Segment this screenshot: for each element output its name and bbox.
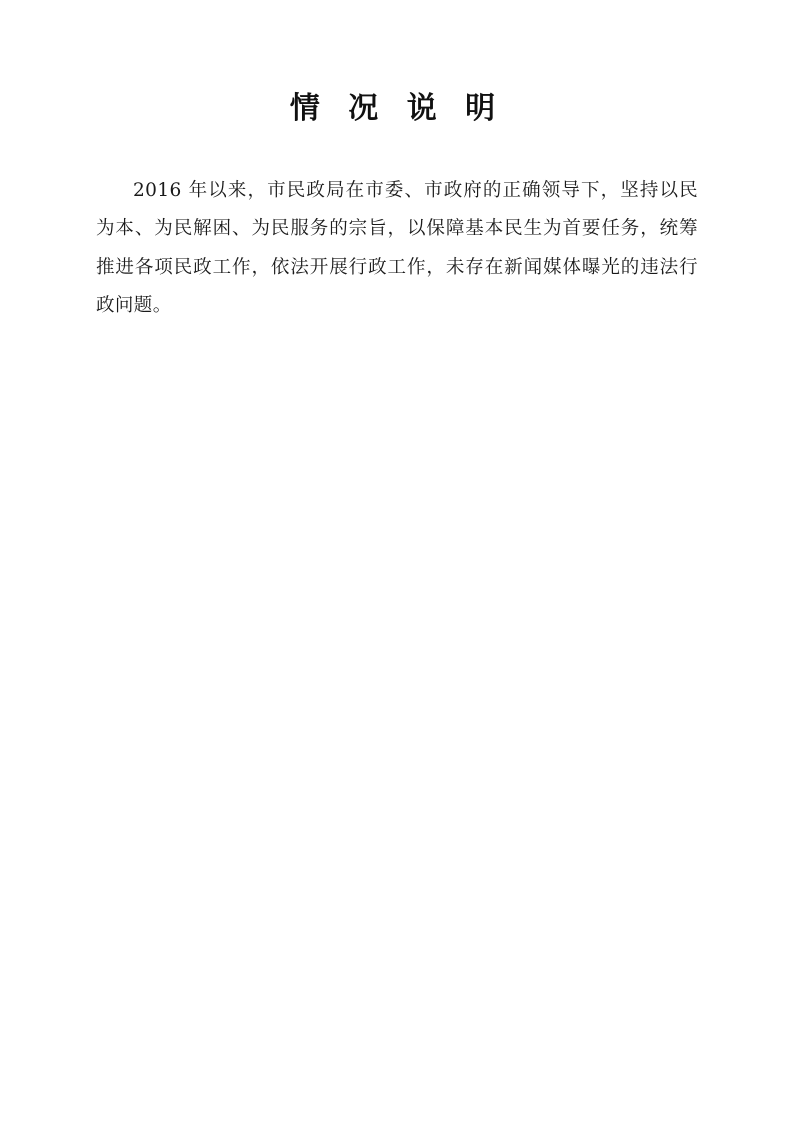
document-body (96, 172, 698, 326)
page-title: 情 况 说 明 (289, 91, 505, 126)
body-paragraph: 2016 年以来，市民政局在市委、市政府的正确领导下，坚持以民为本、为民解困、为民服务的宗旨，以保障基本民生为首要任务，统筹推进各项民政工作，依法开展行政工作，未存在新闻媒体曝光的违法行政问题。 (96, 180, 698, 317)
